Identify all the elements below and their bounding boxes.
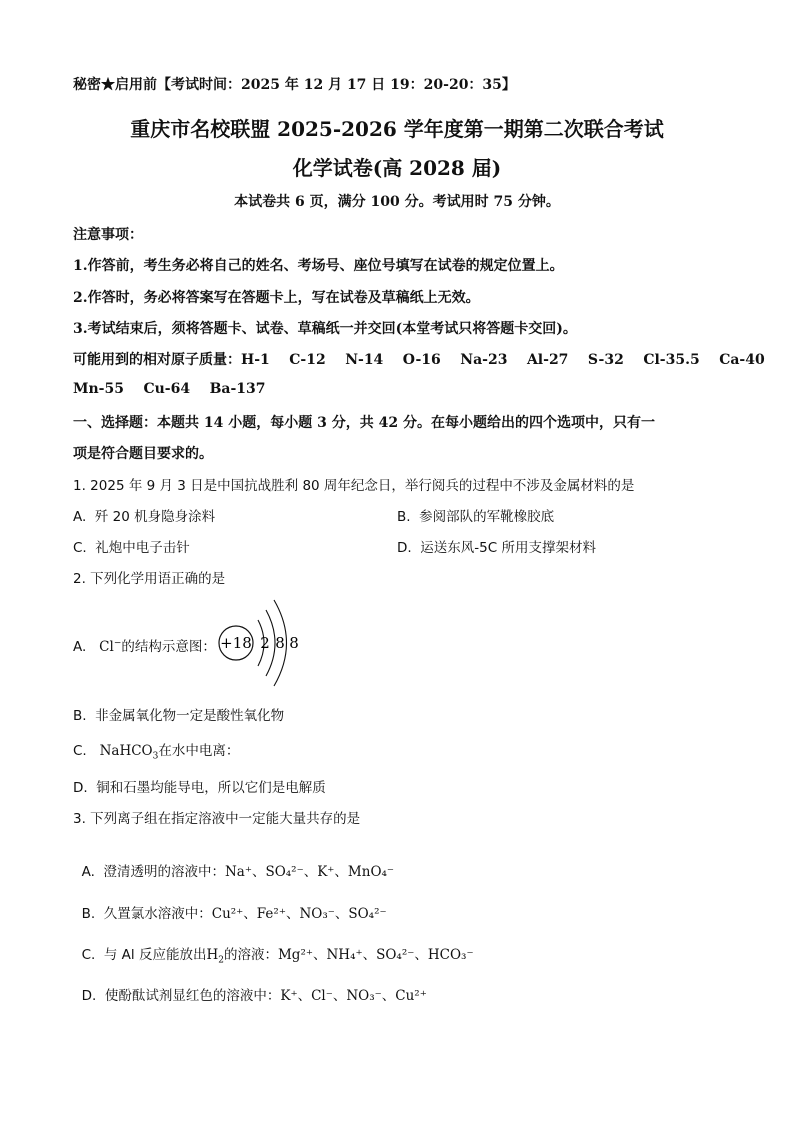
q3-option-c-ions: Mg²⁺、NH₄⁺、SO₄²⁻、HCO₃⁻ <box>277 947 474 963</box>
note-item-1: 1.作答前，考生务必将自己的姓名、考场号、座位号填写在试卷的规定位置上。 <box>73 258 564 274</box>
q2-option-a-text: 的结构示意图： <box>121 639 216 655</box>
q2-option-a-label: A. <box>73 639 87 655</box>
shell-1-electrons: 2 <box>260 634 270 652</box>
q2-option-c <box>73 739 239 762</box>
q3-option-b-prefix: B. 久置氯水溶液中： <box>81 906 212 922</box>
q3-option-c <box>73 927 474 966</box>
formula-body: NaHCO <box>99 743 153 759</box>
formula-subscript: 3 <box>152 751 159 762</box>
hydrogen-formula <box>206 947 224 966</box>
q3-option-d-ions: K⁺、Cl⁻、NO₃⁻、Cu²⁺ <box>280 988 427 1004</box>
q3-option-a-prefix: A. 澄清透明的溶液中： <box>81 864 225 880</box>
q3-option-b <box>73 886 387 922</box>
q2-option-c-label: C. <box>73 743 87 759</box>
chloride-charge: − <box>113 638 122 649</box>
hydrogen-subscript: 2 <box>218 955 224 966</box>
q3-option-c-prefix: C. 与 Al 反应能放出 <box>81 947 207 963</box>
q3-option-a-ions: Na⁺、SO₄²⁻、K⁺、MnO₄⁻ <box>224 864 395 880</box>
q1-option-d: D. 运送东风-5C 所用支撑架材料 <box>397 540 596 556</box>
shell-3-electrons: 8 <box>289 634 299 652</box>
q1-stem: 1. 2025 年 9 月 3 日是中国抗战胜利 80 周年纪念日，举行阅兵的过程中不涉及金属材料的是 <box>73 478 635 494</box>
q1-option-a: A. 歼 20 机身隐身涂料 <box>73 509 216 525</box>
shell-2-electrons: 8 <box>275 634 285 652</box>
q3-stem: 3. 下列离子组在指定溶液中一定能大量共存的是 <box>73 811 361 827</box>
notes-heading: 注意事项： <box>73 227 143 243</box>
note-item-3: 3.考试结束后，须将答题卡、试卷、草稿纸一并交回(本堂考试只将答题卡交回)。 <box>73 321 577 337</box>
atomic-mass-line-2: Mn-55 Cu-64 Ba-137 <box>73 381 266 397</box>
atomic-structure-diagram <box>214 598 304 692</box>
atomic-mass-line-1: 可能用到的相对原子质量：H-1 C-12 N-14 O-16 Na-23 Al-27 S-32 Cl-35.5 Ca-40 <box>73 352 765 368</box>
secret-line: 秘密★启用前【考试时间：2025 年 12 月 17 日 19：20-20：35】 <box>73 77 516 93</box>
section-heading-line-2: 项是符合题目要求的。 <box>73 446 213 462</box>
exam-subject-title: 化学试卷(高 2028 届) <box>292 156 502 180</box>
q3-option-c-prefix-2: 的溶液： <box>223 947 278 963</box>
exam-title: 重庆市名校联盟 2025-2026 学年度第一期第二次联合考试 <box>130 117 664 141</box>
chloride-symbol: Cl <box>99 639 114 655</box>
exam-subtitle: 本试卷共 6 页，满分 100 分。考试用时 75 分钟。 <box>234 194 560 210</box>
q3-option-d-prefix: D. 使酚酞试剂显红色的溶液中： <box>81 988 281 1004</box>
nucleus-charge: +18 <box>220 634 252 652</box>
section-heading-line-1: 一、选择题：本题共 14 小题，每小题 3 分，共 42 分。在每小题给出的四个选项中，只有一 <box>73 415 655 431</box>
q3-option-b-ions: Cu²⁺、Fe²⁺、NO₃⁻、SO₄²⁻ <box>211 906 387 922</box>
hydrogen-symbol: H <box>206 947 219 963</box>
q1-option-c: C. 礼炮中电子击针 <box>73 540 190 556</box>
sodium-bicarbonate-formula <box>99 743 159 762</box>
q3-option-a <box>73 844 394 880</box>
q2-stem: 2. 下列化学用语正确的是 <box>73 571 226 587</box>
q2-option-d: D. 铜和石墨均能导电，所以它们是电解质 <box>73 780 326 796</box>
q2-option-c-text: 在水中电离： <box>158 743 240 759</box>
chloride-ion <box>99 639 121 655</box>
q1-option-b: B. 参阅部队的军靴橡胶底 <box>397 509 555 525</box>
q2-option-b: B. 非金属氧化物一定是酸性氧化物 <box>73 708 285 724</box>
note-item-2: 2.作答时，务必将答案写在答题卡上，写在试卷及草稿纸上无效。 <box>73 290 480 306</box>
q2-option-a <box>73 635 216 655</box>
q3-option-d <box>73 968 427 1004</box>
